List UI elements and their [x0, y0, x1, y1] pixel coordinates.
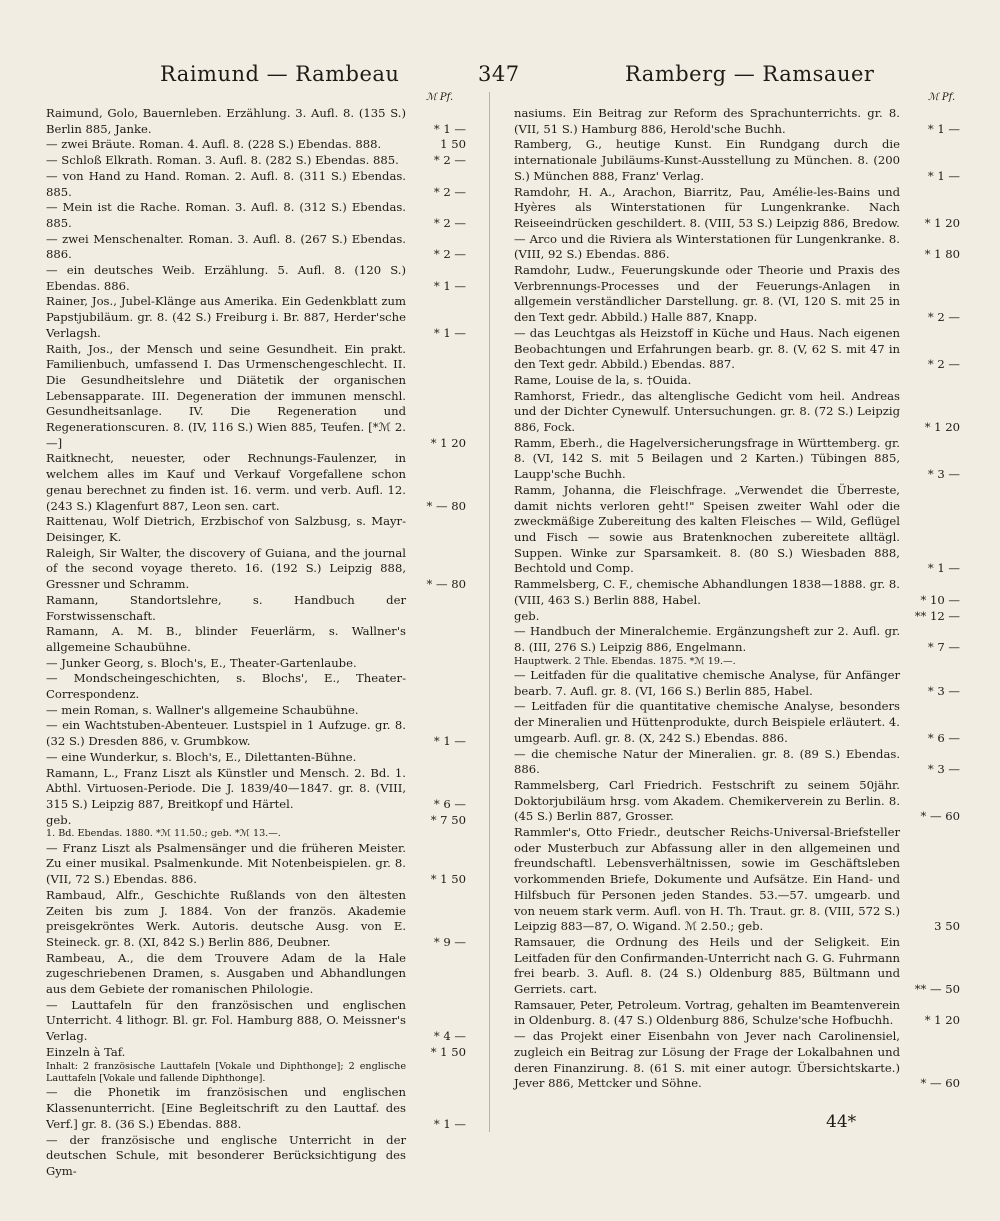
entry-price: ** — 50 [914, 982, 960, 997]
entry-price: * 2 — [927, 310, 960, 325]
entry-text: Rambaud, Alfr., Geschichte Rußlands von den ältesten Zeiten bis zum J. 1884. Von der französ. Akademie preisgekröntes Werk. Autoris. deutsche Ausg. von E. Steineck. gr. 8. (XI, 842 S.) Berlin 886, Deubner. [46, 887, 406, 949]
entry-price: * 1 — [433, 325, 466, 340]
catalog-entry [46, 200, 466, 231]
entry-text: Einzeln à Taf. [46, 1044, 126, 1059]
currency-mark-left: ℳ Pf. [426, 92, 454, 103]
catalog-entry [514, 624, 960, 655]
entry-price: * 1 20 [924, 215, 960, 230]
entry-text: Raitknecht, neuester, oder Rechnungs-Faulenzer, in welchem alles im Kauf und Verkauf Vorgefallene schon genau berechnet zu finden ist. 16. verm. und verb. Aufl. 12. (243 S.) Klagenfurt 887, Leon sen. cart. [46, 451, 406, 513]
entry-price: * 1 — [927, 561, 960, 576]
entry-text: — Franz Liszt als Psalmensänger und die früheren Meister. Zu einer musikal. Psalmenkunde. Mit Notenbeispielen. gr. 8. (VII, 72 S.) Ebendas. 886. [46, 840, 406, 887]
entry-price: * 1 20 [924, 1013, 960, 1028]
catalog-entry [46, 624, 466, 655]
entry-text: Hauptwerk. 2 Thle. Ebendas. 1875. *ℳ 19.—. [514, 655, 736, 667]
entry-text: Rame, Louise de la, s. †Ouida. [514, 372, 692, 387]
catalog-entry [514, 106, 960, 137]
catalog-entry [514, 436, 960, 483]
catalog-entry [514, 263, 960, 326]
entry-price: * 3 — [927, 467, 960, 482]
catalog-entry [46, 951, 466, 998]
catalog-entry [46, 671, 466, 702]
entry-price: * 3 — [927, 762, 960, 777]
entry-text: — Arco und die Riviera als Winterstationen für Lungenkranke. 8. (VIII, 92 S.) Ebendas. 886. [514, 231, 900, 262]
catalog-entry [46, 1045, 466, 1061]
catalog-entry [46, 1061, 466, 1086]
entry-text: — das Projekt einer Eisenbahn von Jever nach Carolinensiel, zugleich ein Beitrag zur Lösung der Frage der Lokalbahnen und deren Finanzirung. 8. (61 S. mit einer autogr. Übersichtskarte.) Jever 886, Mettcker und Söhne. [514, 1029, 900, 1091]
catalog-entry [46, 263, 466, 294]
entry-text: Ramhorst, Friedr., das altenglische Gedicht vom heil. Andreas und der Dichter Cynewulf. Untersuchungen. gr. 8. (72 S.) Leipzig 886, Fock. [514, 388, 900, 435]
entry-text: — von Hand zu Hand. Roman. 2. Aufl. 8. (311 S.) Ebendas. 885. [46, 168, 406, 199]
entry-text: Raleigh, Sir Walter, the discovery of Guiana, and the journal of the second voyage thereto. 16. (192 S.) Leipzig 888, Gressner und Schramm. [46, 545, 406, 592]
entry-price: * 1 — [433, 278, 466, 293]
right-column [514, 106, 960, 1092]
entry-text: Ramdohr, H. A., Arachon, Biarritz, Pau, Amélie-les-Bains und Hyères als Winterstationen für Lungenkranke. Nach Reiseeindrücken geschildert. 8. (VIII, 53 S.) Leipzig 886, Bredow. [514, 184, 900, 230]
entry-text: Inhalt: 2 französische Lauttafeln [Vokale und Diphthonge]; 2 englische Lauttafeln [Vokale und fallende Diphthonge]. [46, 1060, 406, 1084]
catalog-entry [46, 137, 466, 153]
catalog-entry [514, 389, 960, 436]
entry-text: — eine Wunderkur, s. Bloch's, E., Dilettanten-Bühne. [46, 749, 357, 764]
entry-text: Rammelsberg, C. F., chemische Abhandlungen 1838—1888. gr. 8. (VIII, 463 S.) Berlin 888, Habel. [514, 577, 900, 607]
entry-text: — Schloß Elkrath. Roman. 3. Aufl. 8. (282 S.) Ebendas. 885. [46, 153, 399, 168]
entry-text: Rainer, Jos., Jubel-Klänge aus Amerika. Ein Gedenkblatt zum Papstjubiläum. gr. 8. (42 S.) Freiburg i. Br. 887, Herder'sche Verlagsh. [46, 294, 406, 340]
catalog-entry [46, 153, 466, 169]
entry-price: * 1 20 [430, 435, 466, 450]
catalog-entry [514, 609, 960, 625]
entry-text: — Lauttafeln für den französischen und englischen Unterricht. 4 lithogr. Bl. gr. Fol. Hamburg 888, O. Meissner's Verlag. [46, 997, 406, 1044]
catalog-entry [46, 998, 466, 1045]
entry-text: — der französische und englische Unterricht in der deutschen Schule, mit besonderer Berücksichtigung des Gym- [46, 1132, 406, 1178]
entry-text: geb. [514, 608, 540, 623]
catalog-entry [46, 294, 466, 341]
entry-text: Ramdohr, Ludw., Feuerungskunde oder Theorie und Praxis des Verbrennungs-Processes und der Feuerungs-Anlagen in allgemein verständlicher Darstellung. gr. 8. (VI, 120 S. mit 25 in den Text gedr. Abbild.) Halle 887, Knapp. [514, 263, 900, 325]
entry-price: * — 60 [920, 1076, 960, 1091]
entry-text: — ein deutsches Weib. Erzählung. 5. Aufl. 8. (120 S.) Ebendas. 886. [46, 263, 406, 293]
entry-price: * 1 — [433, 1116, 466, 1131]
catalog-entry [514, 137, 960, 184]
catalog-entry [46, 888, 466, 951]
entry-text: — Leitfaden für die quantitative chemische Analyse, besonders der Mineralien und Hüttenprodukte, durch Beispiele erläutert. 4. umgearb. Aufl. gr. 8. (X, 242 S.) Ebendas. 886. [514, 699, 900, 745]
entry-text: Ramberg, G., heutige Kunst. Ein Rundgang durch die internationale Jubiläums-Kunst-Ausstellung zu München. 8. (200 S.) München 888, Franz' Verlag. [514, 137, 900, 183]
entry-text: Ramann, Standortslehre, s. Handbuch der Forstwissenschaft. [46, 592, 406, 623]
entry-price: 1 50 [440, 137, 466, 152]
entry-text: Ramann, L., Franz Liszt als Künstler und Mensch. 2. Bd. 1. Abthl. Virtuosen-Periode. Die J. 1839/40—1847. gr. 8. (VIII, 315 S.) Leipzig 887, Breitkopf und Härtel. [46, 765, 406, 811]
entry-price: * — 80 [426, 577, 466, 592]
entry-price: * 6 — [433, 796, 466, 811]
catalog-entry [46, 342, 466, 452]
entry-text: — Mondscheingeschichten, s. Blochs', E., Theater-Correspondenz. [46, 671, 406, 702]
entry-text: — zwei Bräute. Roman. 4. Aufl. 8. (228 S.) Ebendas. 888. [46, 137, 382, 152]
page-number: 347 [478, 62, 520, 86]
entry-price: ** 12 — [914, 608, 960, 623]
entry-text: Ramann, A. M. B., blinder Feuerlärm, s. Wallner's allgemeine Schaubühne. [46, 624, 406, 654]
entry-text: — die chemische Natur der Mineralien. gr. 8. (89 S.) Ebendas. 886. [514, 746, 900, 777]
catalog-entry [46, 593, 466, 624]
catalog-entry [514, 778, 960, 825]
catalog-entry [46, 1085, 466, 1132]
column-divider [489, 92, 490, 1132]
catalog-entry [514, 1029, 960, 1092]
catalog-entry [46, 232, 466, 263]
catalog-entry [46, 106, 466, 137]
entry-text: geb. [46, 812, 72, 827]
running-head-right: Ramberg — Ramsauer [625, 62, 875, 86]
entry-text: — Leitfaden für die qualitative chemische Analyse, für Anfänger bearb. 7. Aufl. gr. 8. (VI, 166 S.) Berlin 885, Habel. [514, 668, 900, 698]
entry-price: * 9 — [433, 934, 466, 949]
entry-price: * 1 50 [430, 872, 466, 887]
entry-price: * 1 — [927, 121, 960, 136]
entry-price: * 1 20 [924, 420, 960, 435]
catalog-entry [514, 577, 960, 608]
entry-text: Rammelsberg, Carl Friedrich. Festschrift zu seinem 50jähr. Doktorjubiläum hrsg. vom Akadem. Chemikerverein zu Berlin. 8. (45 S.) Berlin 887, Grosser. [514, 777, 900, 824]
entry-text: Raimund, Golo, Bauernleben. Erzählung. 3. Aufl. 8. (135 S.) Berlin 885, Janke. [46, 106, 406, 136]
entry-price: * 1 — [927, 168, 960, 183]
entry-price: * 2 — [433, 215, 466, 230]
entry-text: Raith, Jos., der Mensch und seine Gesundheit. Ein prakt. Familienbuch, umfassend I. Das Urmenschengeschlecht. II. Die Gesundheitslehre und Diätetik der organischen Lebensapparate. III. Degeneration der immunen menschl. Gesundheitsanlage. IV. Die Regeneration und Regenerationscuren. 8. (IV, 116 S.) Wien 885, Teufen. [*ℳ 2.—] [46, 341, 406, 450]
entry-price: * — 80 [426, 498, 466, 513]
catalog-entry [46, 703, 466, 719]
catalog-entry [46, 451, 466, 514]
entry-price: * 1 80 [924, 247, 960, 262]
entry-price: * 10 — [920, 592, 960, 607]
catalog-entry [514, 326, 960, 373]
catalog-entry [46, 514, 466, 545]
left-column [46, 106, 466, 1180]
entry-price: 3 50 [934, 919, 960, 934]
catalog-entry [46, 828, 466, 840]
signature-mark: 44* [826, 1112, 857, 1132]
catalog-entry [46, 813, 466, 829]
entry-price: * 1 — [433, 121, 466, 136]
entry-text: Rammler's, Otto Friedr., deutscher Reichs-Universal-Briefsteller oder Musterbuch zur Abfassung aller in den allgemeinen und freundschaftl. Lebensverhältnissen, sowie im Geschäftsleben vorkommenden Briefe, Dokumente und Aufsätze. Ein Hand- und Hilfsbuch für Personen jeden Standes. 53.—57. umgearb. und von neuem stark verm. Aufl. von H. Th. Traut. gr. 8. (VIII, 572 S.) Leipzig 883—87, O. Wigand. ℳ 2.50.; geb. [514, 825, 900, 934]
entry-price: * 7 50 [430, 812, 466, 827]
entry-price: * 2 — [433, 184, 466, 199]
catalog-entry [514, 668, 960, 699]
entry-text: — Junker Georg, s. Bloch's, E., Theater-Gartenlaube. [46, 655, 357, 670]
entry-text: Ramsauer, die Ordnung des Heils und der Seligkeit. Ein Leitfaden für den Confirmanden-Unterricht nach G. G. Fuhrmann frei bearb. 3. Aufl. 8. (24 S.) Oldenburg 885, Bültmann und Gerriets. cart. [514, 934, 900, 997]
catalog-entry [46, 1133, 466, 1180]
entry-text: — ein Wachtstuben-Abenteuer. Lustspiel in 1 Aufzuge. gr. 8. (32 S.) Dresden 886, v. Grumbkow. [46, 718, 406, 749]
entry-text: nasiums. Ein Beitrag zur Reform des Sprachunterrichts. gr. 8. (VII, 51 S.) Hamburg 886, Herold'sche Buchh. [514, 106, 900, 136]
catalog-entry [46, 169, 466, 200]
entry-text: — mein Roman, s. Wallner's allgemeine Schaubühne. [46, 702, 359, 717]
catalog-entry [46, 546, 466, 593]
catalog-entry [46, 750, 466, 766]
catalog-entry [514, 656, 960, 668]
catalog-entry [46, 841, 466, 888]
catalog-entry [514, 483, 960, 577]
catalog-entry [46, 718, 466, 749]
catalog-entry [514, 825, 960, 935]
currency-mark-right: ℳ Pf. [928, 92, 956, 103]
entry-text: — Mein ist die Rache. Roman. 3. Aufl. 8. (312 S.) Ebendas. 885. [46, 200, 406, 230]
entry-price: * 1 — [433, 734, 466, 749]
entry-price: * 2 — [433, 153, 466, 168]
catalog-entry [46, 656, 466, 672]
entry-price: * 3 — [927, 683, 960, 698]
entry-text: Raittenau, Wolf Dietrich, Erzbischof von Salzbusg, s. Mayr-Deisinger, K. [46, 514, 406, 544]
entry-text: 1. Bd. Ebendas. 1880. *ℳ 11.50.; geb. *ℳ 13.—. [46, 828, 281, 840]
catalog-entry [46, 766, 466, 813]
entry-price: * 1 50 [430, 1044, 466, 1059]
running-head-left: Raimund — Rambeau [160, 62, 400, 86]
catalog-entry [514, 185, 960, 232]
entry-text: — die Phonetik im französischen und englischen Klassenunterricht. [Eine Begleitschrift zu den Lauttaf. des Verf.] gr. 8. (36 S.) Ebendas. 888. [46, 1085, 406, 1131]
entry-price: * 2 — [927, 357, 960, 372]
catalog-entry [514, 699, 960, 746]
entry-text: — das Leuchtgas als Heizstoff in Küche und Haus. Nach eigenen Beobachtungen und Erfahrungen bearb. gr. 8. (V, 62 S. mit 47 in den Text gedr. Abbild.) Ebendas. 887. [514, 325, 900, 372]
entry-price: * 4 — [433, 1029, 466, 1044]
entry-text: Ramsauer, Peter, Petroleum. Vortrag, gehalten im Beamtenverein in Oldenburg. 8. (47 S.) Oldenburg 886, Schulze'sche Hofbuchh. [514, 997, 900, 1028]
catalog-entry [514, 747, 960, 778]
catalog-entry [514, 232, 960, 263]
entry-price: * 2 — [433, 247, 466, 262]
entry-text: Ramm, Johanna, die Fleischfrage. „Verwendet die Überreste, damit nichts verloren geht!" Speisen zweiter Wahl oder die zweckmäßige Zubereitung des kalten Fleisches — Wild, Geflügel und Fisch — sowie aus Bratenknochen zubereitete alltägl. Suppen. Winke zur Sparsamkeit. 8. (80 S.) Wiesbaden 888, Bechtold und Comp. [514, 482, 900, 576]
entry-price: * — 60 [920, 809, 960, 824]
catalog-entry [514, 998, 960, 1029]
catalog-entry [514, 935, 960, 998]
entry-price: * 7 — [927, 639, 960, 654]
catalog-entry [514, 373, 960, 389]
entry-text: Ramm, Eberh., die Hagelversicherungsfrage in Württemberg. gr. 8. (VI, 142 S. mit 5 Beilagen und 2 Karten.) Tübingen 885, Laupp'sche Buchh. [514, 435, 900, 482]
entry-text: — zwei Menschenalter. Roman. 3. Aufl. 8. (267 S.) Ebendas. 886. [46, 231, 406, 262]
entry-text: — Handbuch der Mineralchemie. Ergänzungsheft zur 2. Aufl. gr. 8. (III, 276 S.) Leipzig 886, Engelmann. [514, 624, 900, 654]
entry-price: * 6 — [927, 730, 960, 745]
entry-text: Rambeau, A., die dem Trouvere Adam de la Hale zugeschriebenen Dramen, s. Ausgaben und Abhandlungen aus dem Gebiete der romanischen Philologie. [46, 950, 406, 997]
